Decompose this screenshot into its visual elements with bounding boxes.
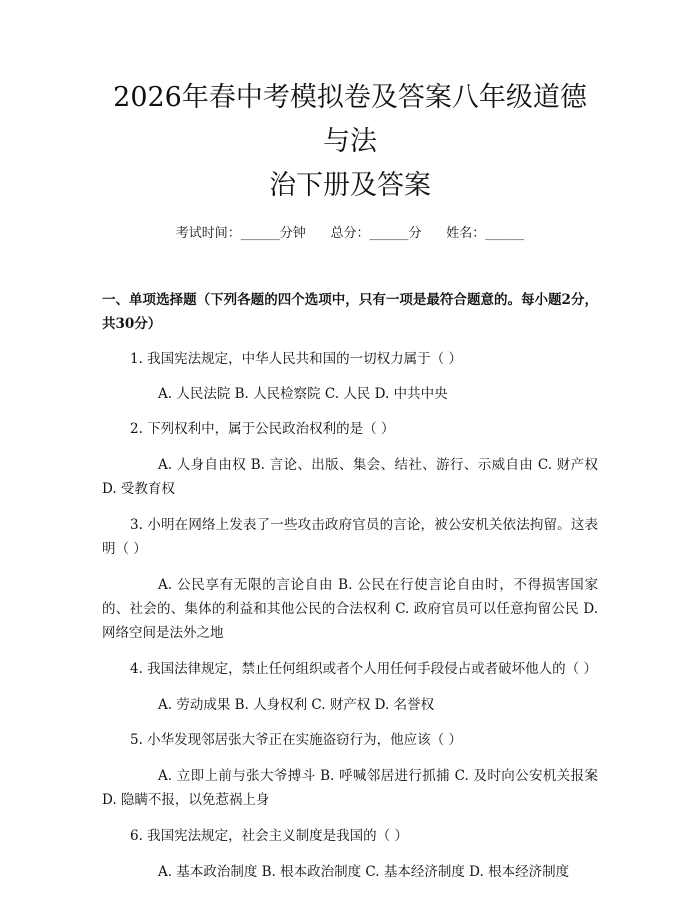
question-3: 3. 小明在网络上发表了一些攻击政府官员的言论，被公安机关依法拘留。这表明（ ）	[102, 517, 598, 557]
title-line-1: 2026年春中考模拟卷及答案八年级道德与法	[113, 82, 587, 157]
question-2-options: A. 人身自由权 B. 言论、出版、集会、结社、游行、示威自由 C. 财产权 D. 受教育权	[102, 457, 598, 497]
question-4-options: A. 劳动成果 B. 人身权利 C. 财产权 D. 名誉权	[158, 697, 435, 713]
question-5-options: A. 立即上前与张大爷搏斗 B. 呼喊邻居进行抓捕 C. 及时向公安机关报案 D. 隐瞒不报，以免惹祸上身	[102, 768, 598, 808]
exam-info-line: 考试时间：______分钟 总分：______分 姓名：______	[175, 226, 525, 241]
question-3-options: A. 公民享有无限的言论自由 B. 公民在行使言论自由时，不得损害国家的、社会的、集体的利益和其他公民的合法权利 C. 政府官员可以任意拘留公民 D. 网络空间是法外之地	[102, 577, 598, 641]
question-1: 1. 我国宪法规定，中华人民共和国的一切权力属于（ ）	[130, 351, 462, 367]
page-title	[102, 76, 598, 208]
question-6-options: A. 基本政治制度 B. 根本政治制度 C. 基本经济制度 D. 根本经济制度	[158, 864, 570, 880]
question-2: 2. 下列权利中，属于公民政治权利的是（ ）	[130, 421, 395, 437]
title-line-2: 治下册及答案	[269, 170, 431, 201]
question-5: 5. 小华发现邻居张大爷正在实施盗窃行为，他应该（ ）	[130, 732, 462, 748]
section-heading: 一、单项选择题（下列各题的四个选项中，只有一项是最符合题意的。每小题2分，共30分）	[102, 292, 598, 332]
question-6: 6. 我国宪法规定，社会主义制度是我国的（ ）	[130, 828, 408, 844]
question-4: 4. 我国法律规定，禁止任何组织或者个人用任何手段侵占或者破坏他人的（ ）	[130, 661, 597, 677]
question-1-options: A. 人民法院 B. 人民检察院 C. 人民 D. 中共中央	[158, 386, 448, 402]
